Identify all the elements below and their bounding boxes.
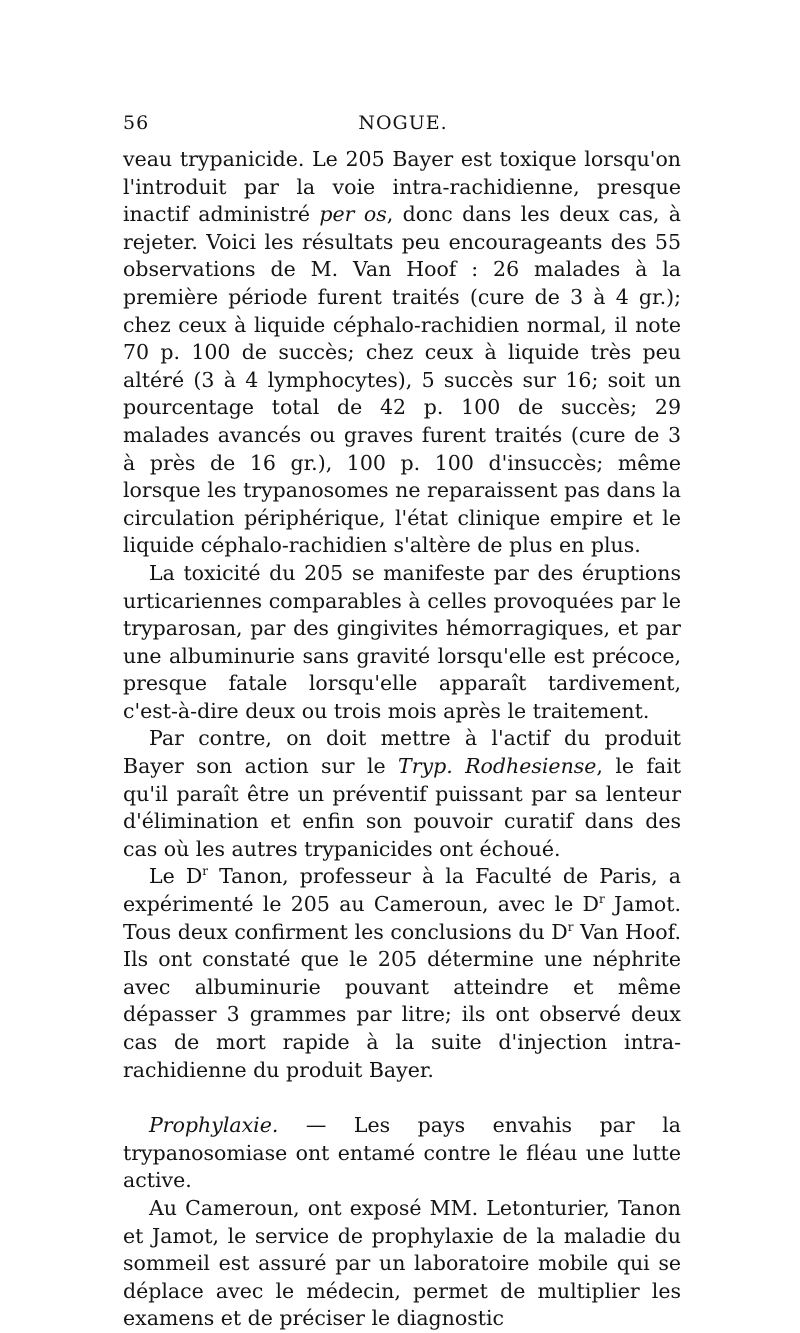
paragraph-4-text-b: Tanon, professeur à la Faculté de Paris, a expérimenté le 205 au Cameroun, avec le D [123,864,681,917]
paragraph-3-italic-species: Tryp. Rodhesiense [398,754,597,779]
paragraph-1 [123,146,681,560]
paragraph-4-text-c: Jamot. Tous deux confirment les conclusions du D [123,892,681,944]
paragraph-1-text-a: veau trypanicide. Le 205 Bayer est toxique lorsqu'on l'introduit par la voie intra-rachidienne, presque inactif administré [123,147,681,227]
page-number: 56 [123,112,150,134]
doctor-abbrev-superscript: r [567,919,574,934]
paragraph-3-text-a: Par contre, on doit mettre à l'actif du produit Bayer son action sur le [123,726,681,779]
paragraph-4-text-a: Le D [149,864,203,889]
doctor-abbrev-superscript: r [202,864,209,879]
paragraph-3-text-b: , le fait qu'il paraît être un préventif puissant par sa lenteur d'élimination et enfin son pouvoir curatif dans des cas où les autres trypanicides ont échoué. [123,754,681,861]
paragraph-6: Au Cameroun, ont exposé MM. Letonturier, Tanon et Jamot, le service de prophylaxie de la maladie du sommeil est assuré par un laboratoire mobile qui se déplace avec le médecin, permet de multiplier les examens et de préciser le diagnostic [123,1195,681,1331]
paragraph-3 [123,725,681,863]
paragraph-2: La toxicité du 205 se manifeste par des éruptions urticariennes comparables à celles provoquées par le tryparosan, par des gingivites hémorragiques, et par une albuminurie sans gravité lorsqu'elle est précoce, presque fatale lorsqu'elle apparaît tardivement, c'est-à-dire deux ou trois mois après le traitement. [123,560,681,723]
running-title: NOGUE. [358,112,448,134]
paragraph-4-text-d: Van Hoof. Ils ont constaté que le 205 détermine une néphrite avec albuminurie pouvant atteindre et même dépasser 3 grammes par litre; ils ont observé deux cas de mort rapide à la suite d'injection intra-rachidienne du produit Bayer. [123,919,681,1082]
paragraph-4 [123,863,681,1084]
paragraph-5-text: — Les pays envahis par la trypanosomiase ont entamé contre le fléau une lutte active. [123,1113,681,1193]
doctor-abbrev-superscript: r [598,892,605,907]
paragraph-1-text-b: , donc dans les deux cas, à rejeter. Voici les résultats peu encourageants des 55 observations de M. Van Hoof : 26 malades à la première période furent traités (cure de 3 à 4 gr.); chez ceux à liquide céphalo-rachidien normal, il note 70 p. 100 de succès; chez ceux à liquide très peu altéré (3 à 4 lymphocytes), 5 succès sur 16; soit un pourcentage total de 42 p. 100 de succès; 29 malades avancés ou graves furent traités (cure de 3 à près de 16 gr.), 100 p. 100 d'insuccès; même lorsque les trypanosomes ne reparaissent pas dans la circulation périphérique, l'état clinique empire et le liquide céphalo-rachidien s'altère de plus en plus. [123,202,681,558]
body-text [123,146,681,1333]
section-heading-prophylaxie: Prophylaxie. [149,1113,279,1138]
paragraph-1-italic-per-os: per os [319,202,387,227]
paragraph-5 [123,1112,681,1195]
running-head [123,112,683,142]
